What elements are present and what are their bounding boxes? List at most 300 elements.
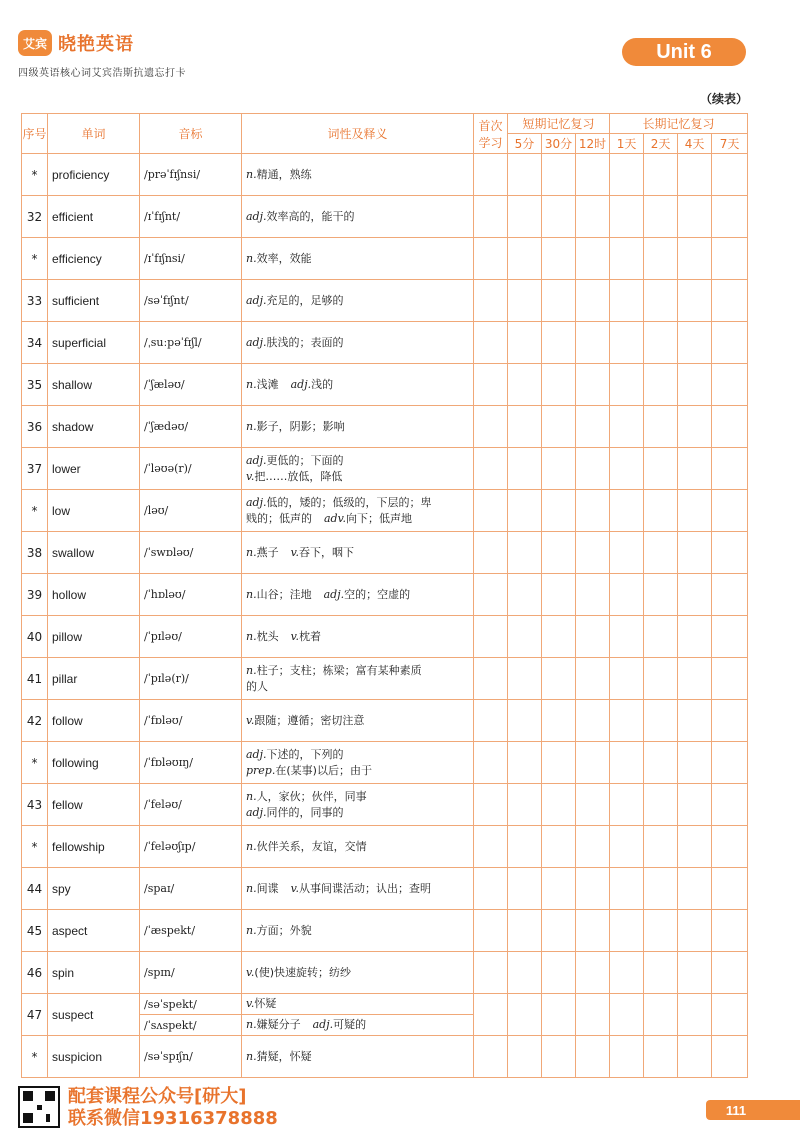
- checkin-cell[interactable]: [576, 616, 610, 658]
- checkin-cell[interactable]: [542, 574, 576, 616]
- definition-line: [246, 839, 469, 855]
- word: aspect: [48, 910, 140, 952]
- checkin-cell[interactable]: [610, 406, 644, 448]
- part-of-speech: n.: [246, 839, 257, 853]
- checkin-cell[interactable]: [508, 238, 542, 280]
- checkin-cell[interactable]: [678, 616, 712, 658]
- checkin-cell[interactable]: [576, 952, 610, 994]
- checkin-cell[interactable]: [678, 406, 712, 448]
- checkin-cell[interactable]: [712, 490, 748, 532]
- checkin-cell[interactable]: [712, 910, 748, 952]
- checkin-cell[interactable]: [474, 742, 508, 784]
- checkin-cell[interactable]: [644, 700, 678, 742]
- checkin-cell[interactable]: [474, 700, 508, 742]
- checkin-cell[interactable]: [610, 616, 644, 658]
- checkin-cell[interactable]: [474, 994, 508, 1036]
- checkin-cell[interactable]: [678, 238, 712, 280]
- checkin-cell[interactable]: [576, 574, 610, 616]
- checkin-cell[interactable]: [576, 1036, 610, 1078]
- checkin-cell[interactable]: [474, 154, 508, 196]
- checkin-cell[interactable]: [644, 322, 678, 364]
- phonetic: /ˈæspekt/: [140, 910, 242, 952]
- checkin-cell[interactable]: [610, 994, 644, 1036]
- checkin-cell[interactable]: [610, 196, 644, 238]
- checkin-cell[interactable]: [576, 910, 610, 952]
- part-of-speech: v.: [246, 965, 255, 979]
- checkin-cell[interactable]: [678, 700, 712, 742]
- definition-line: [246, 587, 469, 603]
- part-of-speech: v.: [290, 881, 299, 895]
- phonetic: /spaɪ/: [140, 868, 242, 910]
- checkin-cell[interactable]: [678, 196, 712, 238]
- definition: [242, 532, 474, 574]
- definition-line: [246, 545, 469, 561]
- row-number: 44: [22, 868, 48, 910]
- checkin-cell[interactable]: [610, 280, 644, 322]
- checkin-cell[interactable]: [542, 994, 576, 1036]
- table-row: [22, 448, 748, 490]
- meaning: 燕子: [256, 545, 279, 559]
- checkin-cell[interactable]: [678, 448, 712, 490]
- definition-line: [246, 996, 469, 1012]
- footer-promo: [68, 1086, 278, 1130]
- row-number: *: [22, 826, 48, 868]
- definition: [242, 574, 474, 616]
- checkin-cell[interactable]: [542, 784, 576, 826]
- checkin-cell[interactable]: [542, 658, 576, 700]
- checkin-cell[interactable]: [610, 154, 644, 196]
- checkin-cell[interactable]: [542, 238, 576, 280]
- definition: [242, 616, 474, 658]
- phonetic: /ˈsʌspekt/: [140, 1015, 242, 1036]
- checkin-cell[interactable]: [678, 154, 712, 196]
- checkin-cell[interactable]: [678, 364, 712, 406]
- definition-line: [246, 965, 469, 981]
- checkin-cell[interactable]: [678, 952, 712, 994]
- checkin-cell[interactable]: [644, 406, 678, 448]
- checkin-cell[interactable]: [644, 784, 678, 826]
- meaning: 低的，矮的；低级的，下层的；卑: [266, 495, 432, 509]
- word: shallow: [48, 364, 140, 406]
- checkin-cell[interactable]: [542, 826, 576, 868]
- checkin-cell[interactable]: [508, 574, 542, 616]
- part-of-speech: n.: [246, 377, 257, 391]
- meaning: 浅滩: [256, 377, 279, 391]
- meaning: 嫌疑分子: [256, 1018, 301, 1031]
- checkin-cell[interactable]: [712, 658, 748, 700]
- checkin-cell[interactable]: [712, 994, 748, 1036]
- checkin-cell[interactable]: [474, 364, 508, 406]
- checkin-cell[interactable]: [610, 490, 644, 532]
- checkin-cell[interactable]: [644, 280, 678, 322]
- checkin-cell[interactable]: [474, 784, 508, 826]
- part-of-speech: n.: [246, 1018, 257, 1031]
- word: spin: [48, 952, 140, 994]
- checkin-cell[interactable]: [542, 532, 576, 574]
- checkin-cell[interactable]: [474, 196, 508, 238]
- part-of-speech: adj.: [246, 805, 267, 819]
- definition-line: [246, 167, 469, 183]
- checkin-cell[interactable]: [474, 448, 508, 490]
- meaning: 肤浅的；表面的: [266, 335, 344, 349]
- phonetic: /ˈswɒləʊ/: [140, 532, 242, 574]
- checkin-cell[interactable]: [542, 406, 576, 448]
- part-of-speech: v.: [246, 713, 255, 727]
- meaning: 效率高的，能干的: [266, 209, 355, 223]
- checkin-cell[interactable]: [644, 616, 678, 658]
- checkin-cell[interactable]: [644, 910, 678, 952]
- word: lower: [48, 448, 140, 490]
- checkin-cell[interactable]: [644, 574, 678, 616]
- checkin-cell[interactable]: [508, 322, 542, 364]
- checkin-cell[interactable]: [542, 700, 576, 742]
- row-number: *: [22, 1036, 48, 1078]
- checkin-cell[interactable]: [508, 406, 542, 448]
- checkin-cell[interactable]: [542, 490, 576, 532]
- checkin-cell[interactable]: [508, 616, 542, 658]
- part-of-speech: n.: [246, 545, 257, 559]
- checkin-cell[interactable]: [644, 238, 678, 280]
- checkin-cell[interactable]: [542, 280, 576, 322]
- checkin-cell[interactable]: [644, 868, 678, 910]
- meaning: (使)快速旋转；纺纱: [254, 965, 351, 979]
- definition: [242, 322, 474, 364]
- checkin-cell[interactable]: [508, 364, 542, 406]
- part-of-speech: n.: [246, 663, 257, 677]
- checkin-cell[interactable]: [542, 322, 576, 364]
- checkin-cell[interactable]: [644, 490, 678, 532]
- checkin-cell[interactable]: [542, 616, 576, 658]
- checkin-cell[interactable]: [576, 196, 610, 238]
- definition-line: [246, 1017, 469, 1033]
- checkin-cell[interactable]: [610, 532, 644, 574]
- phonetic: /ˈʃædəʊ/: [140, 406, 242, 448]
- word: proficiency: [48, 154, 140, 196]
- checkin-cell[interactable]: [644, 658, 678, 700]
- table-row: [22, 658, 748, 700]
- checkin-cell[interactable]: [474, 490, 508, 532]
- unit-badge: Unit 6: [622, 38, 746, 66]
- checkin-cell[interactable]: [644, 994, 678, 1036]
- checkin-cell[interactable]: [508, 868, 542, 910]
- checkin-cell[interactable]: [610, 952, 644, 994]
- checkin-cell[interactable]: [678, 1036, 712, 1078]
- word: superficial: [48, 322, 140, 364]
- header-slot: 30分: [542, 134, 576, 154]
- checkin-cell[interactable]: [678, 826, 712, 868]
- checkin-cell[interactable]: [610, 826, 644, 868]
- checkin-cell[interactable]: [610, 868, 644, 910]
- checkin-cell[interactable]: [610, 364, 644, 406]
- vocabulary-table: [21, 113, 748, 1078]
- checkin-cell[interactable]: [474, 406, 508, 448]
- row-number: 35: [22, 364, 48, 406]
- word: spy: [48, 868, 140, 910]
- checkin-cell[interactable]: [576, 868, 610, 910]
- checkin-cell[interactable]: [474, 238, 508, 280]
- checkin-cell[interactable]: [474, 868, 508, 910]
- checkin-cell[interactable]: [576, 700, 610, 742]
- table-row: [22, 700, 748, 742]
- checkin-cell[interactable]: [644, 154, 678, 196]
- checkin-cell[interactable]: [644, 826, 678, 868]
- part-of-speech: n.: [246, 923, 257, 937]
- brand: [18, 30, 134, 56]
- checkin-cell[interactable]: [712, 952, 748, 994]
- definition: [242, 910, 474, 952]
- row-number: 43: [22, 784, 48, 826]
- meaning: 贱的；低声的: [246, 511, 312, 525]
- definition-line: [246, 713, 469, 729]
- table-row: [22, 532, 748, 574]
- checkin-cell[interactable]: [644, 532, 678, 574]
- definition: [242, 994, 474, 1015]
- definition-line: [246, 881, 469, 897]
- meaning: 的人: [246, 679, 268, 693]
- checkin-cell[interactable]: [610, 700, 644, 742]
- checkin-cell[interactable]: [678, 868, 712, 910]
- checkin-cell[interactable]: [576, 364, 610, 406]
- header-slot: 1天: [610, 134, 644, 154]
- checkin-cell[interactable]: [474, 574, 508, 616]
- checkin-cell[interactable]: [712, 616, 748, 658]
- row-number: 33: [22, 280, 48, 322]
- checkin-cell[interactable]: [542, 154, 576, 196]
- checkin-cell[interactable]: [576, 406, 610, 448]
- checkin-cell[interactable]: [576, 280, 610, 322]
- checkin-cell[interactable]: [542, 742, 576, 784]
- checkin-cell[interactable]: [712, 700, 748, 742]
- checkin-cell[interactable]: [474, 322, 508, 364]
- page-number: 111: [725, 1102, 747, 1118]
- checkin-cell[interactable]: [678, 994, 712, 1036]
- checkin-cell[interactable]: [576, 658, 610, 700]
- checkin-cell[interactable]: [678, 658, 712, 700]
- definition-line: [246, 453, 469, 469]
- checkin-cell[interactable]: [508, 910, 542, 952]
- row-number: 38: [22, 532, 48, 574]
- checkin-cell[interactable]: [678, 784, 712, 826]
- checkin-cell[interactable]: [508, 532, 542, 574]
- checkin-cell[interactable]: [610, 574, 644, 616]
- checkin-cell[interactable]: [576, 490, 610, 532]
- checkin-cell[interactable]: [576, 238, 610, 280]
- checkin-cell[interactable]: [678, 322, 712, 364]
- part-of-speech: adj.: [323, 587, 345, 601]
- checkin-cell[interactable]: [576, 826, 610, 868]
- checkin-cell[interactable]: [508, 784, 542, 826]
- checkin-cell[interactable]: [678, 910, 712, 952]
- definition-line: [246, 679, 469, 695]
- checkin-cell[interactable]: [474, 658, 508, 700]
- row-number: *: [22, 490, 48, 532]
- checkin-cell[interactable]: [508, 448, 542, 490]
- checkin-cell[interactable]: [508, 826, 542, 868]
- checkin-cell[interactable]: [508, 658, 542, 700]
- continued-label: （续表）: [700, 92, 749, 106]
- part-of-speech: n.: [246, 419, 257, 433]
- table-row: [22, 910, 748, 952]
- definition: [242, 154, 474, 196]
- checkin-cell[interactable]: [712, 826, 748, 868]
- checkin-cell[interactable]: [576, 784, 610, 826]
- phonetic: /prəˈfɪʃnsi/: [140, 154, 242, 196]
- checkin-cell[interactable]: [610, 238, 644, 280]
- checkin-cell[interactable]: [508, 1036, 542, 1078]
- checkin-cell[interactable]: [712, 742, 748, 784]
- checkin-cell[interactable]: [712, 364, 748, 406]
- definition: [242, 406, 474, 448]
- checkin-cell[interactable]: [678, 742, 712, 784]
- row-number: 46: [22, 952, 48, 994]
- part-of-speech: adj.: [312, 1018, 334, 1031]
- definition-line: [246, 923, 469, 939]
- checkin-cell[interactable]: [610, 784, 644, 826]
- checkin-cell[interactable]: [712, 196, 748, 238]
- checkin-cell[interactable]: [712, 406, 748, 448]
- checkin-cell[interactable]: [576, 154, 610, 196]
- vocab-body: [22, 154, 748, 1078]
- checkin-cell[interactable]: [610, 322, 644, 364]
- checkin-cell[interactable]: [508, 742, 542, 784]
- checkin-cell[interactable]: [610, 658, 644, 700]
- checkin-cell[interactable]: [610, 742, 644, 784]
- part-of-speech: adj.: [246, 335, 267, 349]
- checkin-cell[interactable]: [508, 490, 542, 532]
- table-row: [22, 280, 748, 322]
- word: hollow: [48, 574, 140, 616]
- meaning: 间谍: [256, 881, 279, 895]
- checkin-cell[interactable]: [712, 1036, 748, 1078]
- checkin-cell[interactable]: [576, 994, 610, 1036]
- definition-line: [246, 377, 469, 393]
- phonetic: /spɪn/: [140, 952, 242, 994]
- part-of-speech: adj.: [246, 747, 267, 761]
- checkin-cell[interactable]: [644, 448, 678, 490]
- checkin-cell[interactable]: [678, 574, 712, 616]
- table-row: [22, 322, 748, 364]
- checkin-cell[interactable]: [712, 868, 748, 910]
- meaning: 柱子；支柱；栋梁；富有某种素质: [256, 663, 422, 677]
- checkin-cell[interactable]: [576, 532, 610, 574]
- checkin-cell[interactable]: [474, 616, 508, 658]
- part-of-speech: n.: [246, 881, 257, 895]
- checkin-cell[interactable]: [610, 910, 644, 952]
- definition-line: [246, 629, 469, 645]
- checkin-cell[interactable]: [644, 742, 678, 784]
- checkin-cell[interactable]: [644, 1036, 678, 1078]
- definition: [242, 1036, 474, 1078]
- checkin-cell[interactable]: [542, 196, 576, 238]
- definition-line: [246, 789, 469, 805]
- checkin-cell[interactable]: [508, 700, 542, 742]
- checkin-cell[interactable]: [644, 196, 678, 238]
- definition-line: [246, 251, 469, 267]
- meaning: 向下；低声地: [346, 511, 413, 525]
- checkin-cell[interactable]: [542, 364, 576, 406]
- meaning: 浅的: [311, 377, 334, 391]
- checkin-cell[interactable]: [508, 952, 542, 994]
- word: efficiency: [48, 238, 140, 280]
- checkin-cell[interactable]: [576, 448, 610, 490]
- phonetic: /ləʊ/: [140, 490, 242, 532]
- meaning: 精通，熟练: [256, 167, 312, 181]
- phonetic: /ɪˈfɪʃnt/: [140, 196, 242, 238]
- brand-subtitle: 四级英语核心词艾宾浩斯抗遗忘打卡: [18, 68, 186, 79]
- row-number: 47: [22, 994, 48, 1036]
- definition: [242, 448, 474, 490]
- phonetic: /səˈfɪʃnt/: [140, 280, 242, 322]
- checkin-cell[interactable]: [712, 448, 748, 490]
- meaning: 山谷；洼地: [256, 587, 312, 601]
- definition: [242, 1015, 474, 1036]
- checkin-cell[interactable]: [508, 994, 542, 1036]
- checkin-cell[interactable]: [474, 952, 508, 994]
- checkin-cell[interactable]: [712, 154, 748, 196]
- checkin-cell[interactable]: [644, 364, 678, 406]
- checkin-cell[interactable]: [508, 280, 542, 322]
- checkin-cell[interactable]: [542, 868, 576, 910]
- checkin-cell[interactable]: [474, 910, 508, 952]
- part-of-speech: adj.: [246, 453, 267, 467]
- brand-logo: 艾宾: [18, 30, 52, 56]
- checkin-cell[interactable]: [474, 1036, 508, 1078]
- checkin-cell[interactable]: [712, 238, 748, 280]
- meaning: 枕着: [299, 629, 321, 643]
- checkin-cell[interactable]: [712, 532, 748, 574]
- header-short-review: 短期记忆复习: [508, 114, 610, 134]
- header-long-review: 长期记忆复习: [610, 114, 748, 134]
- definition: [242, 196, 474, 238]
- meaning: 下述的，下列的: [266, 747, 344, 761]
- row-number: 32: [22, 196, 48, 238]
- definition-line: [246, 511, 469, 527]
- checkin-cell[interactable]: [712, 322, 748, 364]
- checkin-cell[interactable]: [542, 1036, 576, 1078]
- header-slot: 7天: [712, 134, 748, 154]
- definition: [242, 364, 474, 406]
- brand-name: 晓艳英语: [58, 34, 134, 55]
- checkin-cell[interactable]: [474, 532, 508, 574]
- checkin-cell[interactable]: [712, 784, 748, 826]
- checkin-cell[interactable]: [542, 910, 576, 952]
- checkin-cell[interactable]: [610, 448, 644, 490]
- checkin-cell[interactable]: [542, 448, 576, 490]
- header-first-study: 首次学习: [474, 114, 508, 154]
- checkin-cell[interactable]: [474, 826, 508, 868]
- checkin-cell[interactable]: [508, 196, 542, 238]
- checkin-cell[interactable]: [508, 154, 542, 196]
- checkin-cell[interactable]: [678, 532, 712, 574]
- meaning: 同伴的，同事的: [266, 805, 344, 819]
- checkin-cell[interactable]: [542, 952, 576, 994]
- word: efficient: [48, 196, 140, 238]
- checkin-cell[interactable]: [712, 280, 748, 322]
- checkin-cell[interactable]: [610, 1036, 644, 1078]
- definition-line: [246, 805, 469, 821]
- checkin-cell[interactable]: [678, 280, 712, 322]
- checkin-cell[interactable]: [712, 574, 748, 616]
- checkin-cell[interactable]: [474, 280, 508, 322]
- definition: [242, 280, 474, 322]
- checkin-cell[interactable]: [576, 742, 610, 784]
- part-of-speech: adj.: [246, 209, 267, 223]
- checkin-cell[interactable]: [678, 490, 712, 532]
- row-number: 42: [22, 700, 48, 742]
- checkin-cell[interactable]: [644, 952, 678, 994]
- phonetic: /səˈspekt/: [140, 994, 242, 1015]
- checkin-cell[interactable]: [576, 322, 610, 364]
